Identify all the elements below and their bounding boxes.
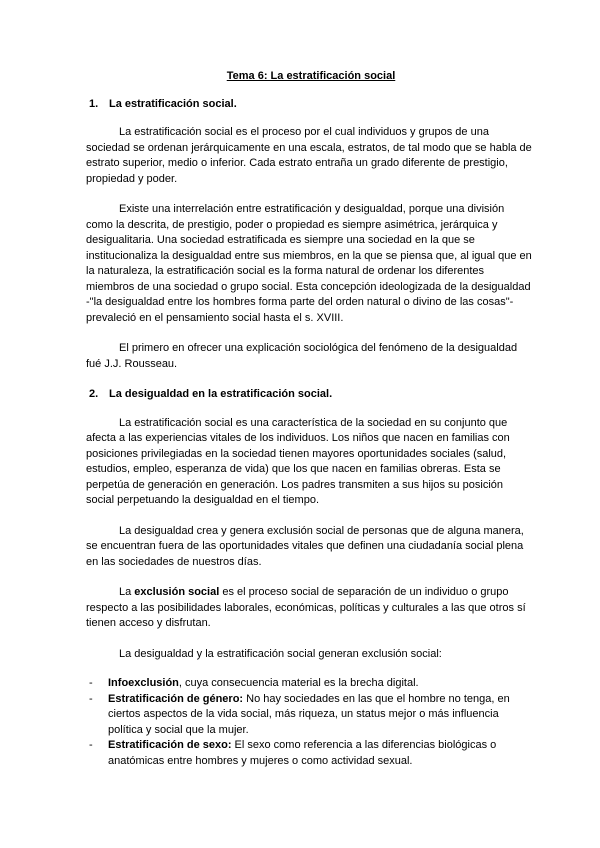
list-item (86, 692, 540, 739)
section-1-title: La estratificación social. (109, 97, 237, 110)
section-2-paragraph-4: La desigualdad y la estratificación social generan exclusión social: (119, 647, 442, 660)
list-dash: - (89, 739, 93, 751)
section-1-paragraph-2: Existe una interrelación entre estratificación y desigualdad, porque una división como la descrita, de prestigio, poder o propiedad es siempre asimétrica, jerárquica y desigualitaria. Una sociedad estratificada es siempre una sociedad en la que se institucionaliza la desigualdad entre sus miembros, en la que se piensa que, al igual que en la naturaleza, la estratificación social es la forma natural de ordenar los diferentes miembros de una sociedad o grupo social. Esta concepción ideologizada de la desigualdad -"la desigualdad entre los hombres forma parte del orden natural o divino de las cosas"- prevaleció en el pensamiento social hasta el s. XVIII. (86, 203, 532, 324)
list-item-term: Estratificación de género: (108, 692, 244, 705)
exclusion-list (86, 676, 540, 769)
list-item-text: , cuya consecuencia material es la brecha digital. (178, 677, 419, 689)
section-2-paragraph-1: La estratificación social es una característica de la sociedad en su conjunto que afecta a las experiencias vitales de los individuos. Los niños que nacen en familias con posiciones privilegiadas en la sociedad tienen mayores oportunidades sociales (salud, estudios, empleo, esperanza de vida) que los que nacen en familias obreras. Esta se perpetúa de generación en generación. Los padres transmiten a sus hijos su posición social perpetuando la desigualdad en el tiempo. (86, 416, 510, 506)
paragraph-3-lead: La (119, 586, 135, 598)
paragraph-3-rest: es el proceso social de separación de un individuo o grupo respecto a las posibilidades laborales, económicas, políticas y culturales a las que otros sí tienen acceso y disfrutan. (86, 586, 526, 629)
list-item-term: Infoexclusión (108, 677, 179, 689)
list-item-term: Estratificación de sexo: (108, 739, 232, 751)
section-2-heading (86, 387, 540, 403)
list-dash: - (89, 677, 93, 689)
section-2-number: 2. (89, 388, 99, 400)
exclusion-social-term: exclusión social (134, 586, 220, 598)
section-1-paragraph-3: El primero en ofrecer una explicación sociológica del fenómeno de la desigualdad fué J.J. Rousseau. (86, 342, 518, 370)
section-1-number: 1. (89, 97, 99, 110)
section-2-title: La desigualdad en la estratificación social. (109, 388, 333, 400)
list-item-text: El sexo como referencia a las diferencias biológicas o anatómicas entre hombres y mujeres o como actividad sexual. (108, 739, 497, 767)
section-2-paragraph-3 (86, 585, 540, 632)
list-item (86, 738, 540, 769)
section-2-paragraph-2: La desigualdad crea y genera exclusión social de personas que de alguna manera, se encuentran fuera de las oportunidades vitales que definen una ciudadanía social plena en las sociedades de nuestros días. (86, 524, 524, 568)
list-dash: - (89, 692, 93, 705)
list-item (86, 676, 540, 692)
section-1-paragraph-1: La estratificación social es el proceso por el cual individuos y grupos de una sociedad se ordenan jerárquicamente en una escala, estratos, de tal modo que se habla de estrato superior, medio o inferior. Cada estrato entraña un grado diferente de prestigio, propiedad y poder. (86, 126, 532, 185)
list-item-text: No hay sociedades en las que el hombre no tenga, en ciertos aspectos de la vida social, más riqueza, un status mejor o más influencia política y social que la mujer. (108, 692, 510, 736)
document-title: Tema 6: La estratificación social (226, 70, 396, 82)
section-1-heading (86, 97, 540, 113)
